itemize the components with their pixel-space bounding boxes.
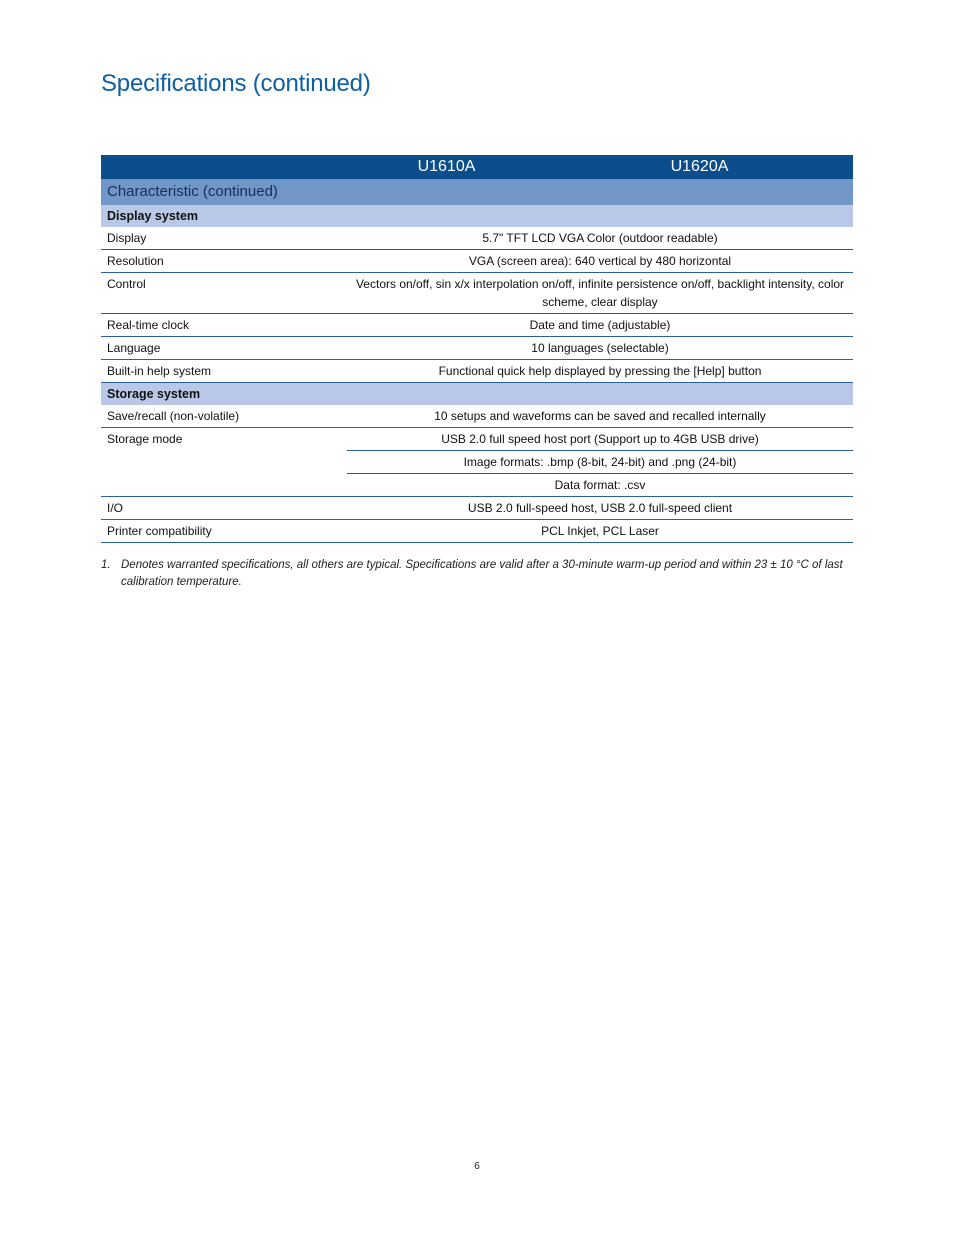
row-value: PCL Inkjet, PCL Laser xyxy=(347,520,853,543)
specifications-table xyxy=(101,155,853,543)
table-row xyxy=(101,250,853,273)
row-value: 10 setups and waveforms can be saved and recalled internally xyxy=(347,405,853,428)
table-row xyxy=(101,337,853,360)
section-display-system xyxy=(101,205,853,227)
row-label: Real-time clock xyxy=(101,314,347,337)
model-u1620a: U1620A xyxy=(600,155,853,179)
row-value: VGA (screen area): 640 vertical by 480 horizontal xyxy=(347,250,853,273)
table-row xyxy=(101,428,853,451)
footnote-number: 1. xyxy=(101,559,111,571)
row-label: Language xyxy=(101,337,347,360)
row-value: Date and time (adjustable) xyxy=(347,314,853,337)
row-value: USB 2.0 full speed host port (Support up to 4GB USB drive) xyxy=(347,428,853,451)
table-row xyxy=(101,227,853,250)
row-label: Display xyxy=(101,227,347,250)
table-row xyxy=(101,360,853,383)
table-row xyxy=(101,273,853,314)
row-value: Image formats: .bmp (8-bit, 24-bit) and .png (24-bit) xyxy=(347,451,853,474)
page-number: 6 xyxy=(474,1161,480,1172)
table-row xyxy=(101,497,853,520)
row-label: Built-in help system xyxy=(101,360,347,383)
characteristic-label: Characteristic (continued) xyxy=(101,179,853,205)
row-label: Control xyxy=(101,273,347,314)
row-value: Data format: .csv xyxy=(347,474,853,497)
model-u1610a: U1610A xyxy=(347,155,600,179)
row-value: 5.7" TFT LCD VGA Color (outdoor readable) xyxy=(347,227,853,250)
table-row xyxy=(101,405,853,428)
row-value: Functional quick help displayed by pressing the [Help] button xyxy=(347,360,853,383)
footnote-text: Denotes warranted specifications, all others are typical. Specifications are valid after a 30-minute warm-up period and within 23 ± 10 °C of last calibration temperature. xyxy=(121,559,843,588)
section-title: Display system xyxy=(101,205,853,227)
row-label: I/O xyxy=(101,497,347,520)
table-row xyxy=(101,314,853,337)
table-row xyxy=(101,520,853,543)
footnote xyxy=(101,557,853,591)
model-header-row xyxy=(101,155,853,179)
row-label: Resolution xyxy=(101,250,347,273)
section-title: Storage system xyxy=(101,383,853,406)
characteristic-row xyxy=(101,179,853,205)
row-value: USB 2.0 full-speed host, USB 2.0 full-speed client xyxy=(347,497,853,520)
row-label: Save/recall (non-volatile) xyxy=(101,405,347,428)
page-title: Specifications (continued) xyxy=(101,70,371,97)
row-label: Storage mode xyxy=(101,428,347,497)
row-label: Printer compatibility xyxy=(101,520,347,543)
row-value: 10 languages (selectable) xyxy=(347,337,853,360)
header-blank-cell xyxy=(101,155,347,179)
row-value: Vectors on/off, sin x/x interpolation on/off, infinite persistence on/off, backlight intensity, color scheme, clear display xyxy=(347,273,853,314)
section-storage-system xyxy=(101,383,853,406)
